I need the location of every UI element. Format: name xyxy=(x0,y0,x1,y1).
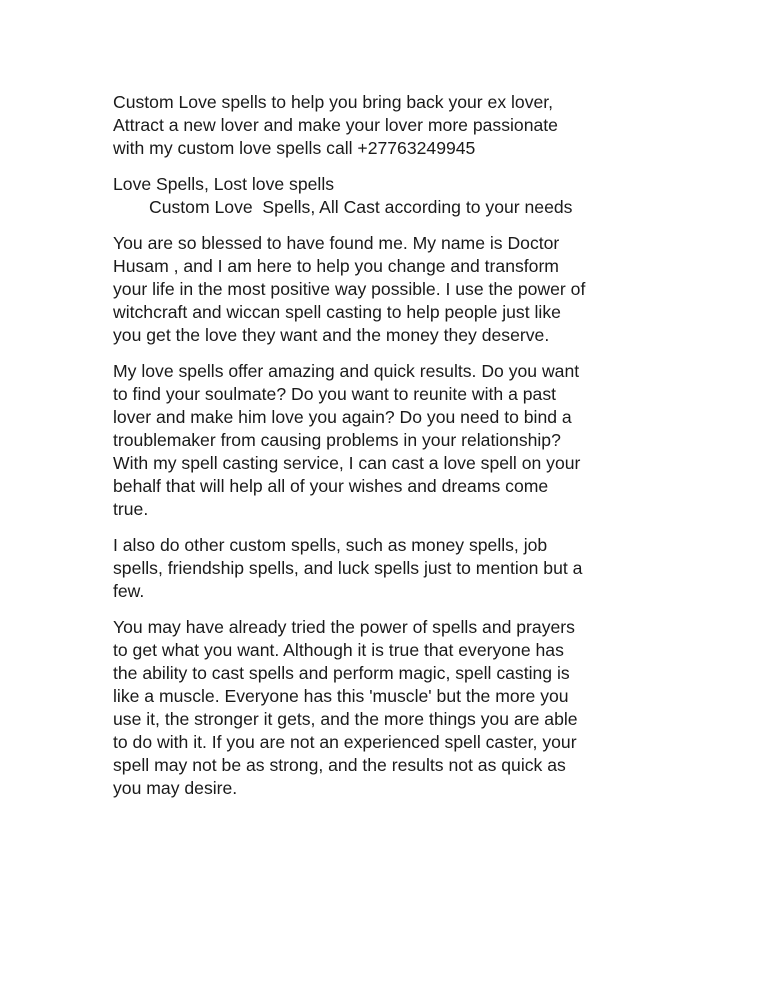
text-line: My love spells offer amazing and quick results. Do you want xyxy=(113,361,580,381)
body-paragraph xyxy=(113,360,658,521)
text-line: behalf that will help all of your wishes and dreams come xyxy=(113,476,549,496)
text-line: spell may not be as strong, and the results not as quick as xyxy=(113,755,566,775)
text-line: troublemaker from causing problems in your relationship? xyxy=(113,430,561,450)
text-line: use it, the stronger it gets, and the more things you are able xyxy=(113,709,578,729)
text-line: to get what you want. Although it is true that everyone has xyxy=(113,640,564,660)
text-line: with my custom love spells call +27763249945 xyxy=(113,138,476,158)
text-line: I also do other custom spells, such as money spells, job xyxy=(113,535,548,555)
text-line: lover and make him love you again? Do you need to bind a xyxy=(113,407,572,427)
text-line: Husam , and I am here to help you change and transform xyxy=(113,256,559,276)
text-line: spells, friendship spells, and luck spells just to mention but a xyxy=(113,558,583,578)
text-line: you may desire. xyxy=(113,778,238,798)
subheading-line: Custom Love Spells, All Cast according to your needs xyxy=(149,197,573,217)
text-line: your life in the most positive way possible. I use the power of xyxy=(113,279,586,299)
text-line: Attract a new lover and make your lover more passionate xyxy=(113,115,558,135)
heading-block xyxy=(113,173,658,219)
heading-line: Love Spells, Lost love spells xyxy=(113,174,335,194)
document-body xyxy=(113,91,658,813)
text-line: the ability to cast spells and perform magic, spell casting is xyxy=(113,663,570,683)
text-line: You are so blessed to have found me. My name is Doctor xyxy=(113,233,560,253)
text-line: like a muscle. Everyone has this 'muscle' but the more you xyxy=(113,686,569,706)
text-line: to do with it. If you are not an experienced spell caster, your xyxy=(113,732,577,752)
text-line: With my spell casting service, I can cast a love spell on your xyxy=(113,453,581,473)
body-paragraph xyxy=(113,616,658,800)
text-line: true. xyxy=(113,499,149,519)
text-line: few. xyxy=(113,581,145,601)
text-line: You may have already tried the power of spells and prayers xyxy=(113,617,575,637)
text-line: witchcraft and wiccan spell casting to help people just like xyxy=(113,302,561,322)
intro-paragraph xyxy=(113,91,658,160)
text-line: Custom Love spells to help you bring back your ex lover, xyxy=(113,92,554,112)
text-line: you get the love they want and the money they deserve. xyxy=(113,325,550,345)
body-paragraph xyxy=(113,534,658,603)
text-line: to find your soulmate? Do you want to reunite with a past xyxy=(113,384,557,404)
body-paragraph xyxy=(113,232,658,347)
